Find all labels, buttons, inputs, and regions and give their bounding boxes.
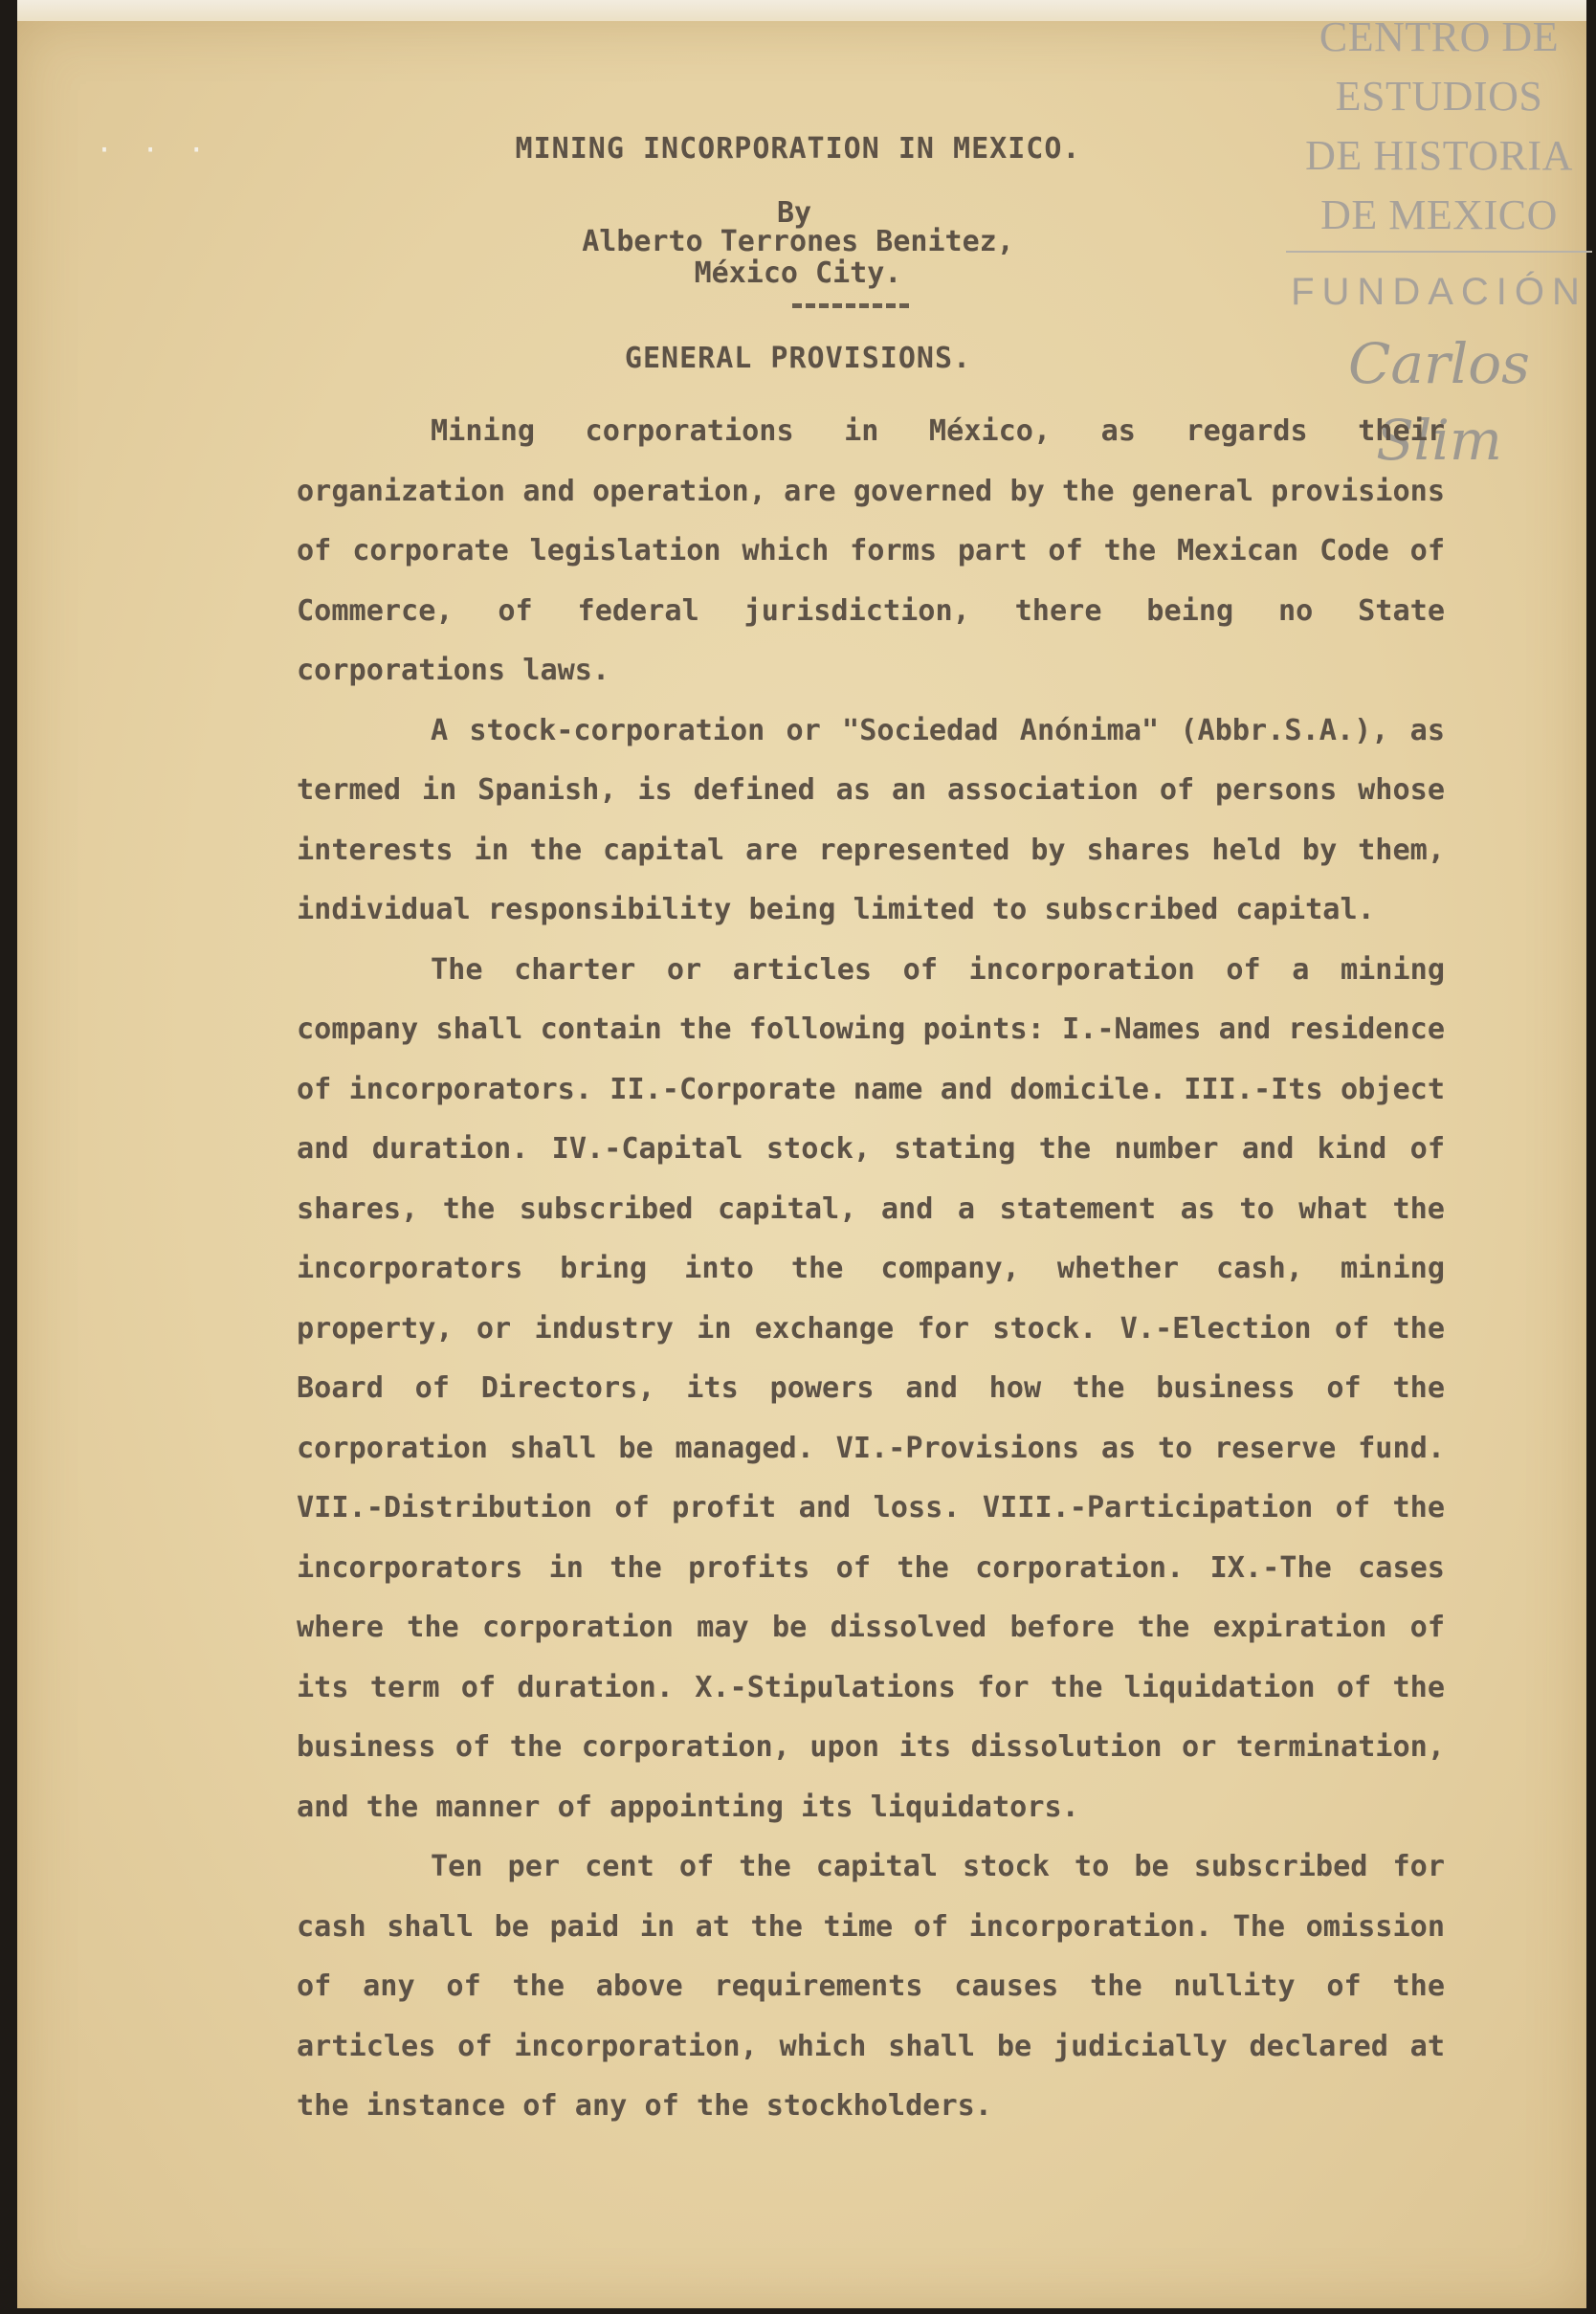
document-title: MINING INCORPORATION IN MEXICO. (515, 132, 1081, 166)
paragraph: The charter or articles of incorporation of a mining company shall contain the following points: I.-Names and residence of incorporators. II.-Corporate name and domicile. III.-Its object and duration. IV.-Capital stock, stating the number and kind of shares, the subscribed capital, and a statement as to what the incorporators bring into the company, whether cash, mining property, or industry in exchange for stock. V.-Election of the Board of Directors, its powers and how the business of the corporation shall be managed. VI.-Provisions as to reserve fund. VII.-Distribution of profit and loss. VIII.-Participation of the incorporators in the profits of the corporation. IX.-The cases where the corporation may be dissolved before the expiration of its term of duration. X.-Stipulations for the liquidation of the business of the corporation, upon its dissolution or termination, and the manner of appointing its liquidators. (297, 952, 1445, 1824)
title-divider (792, 303, 909, 308)
paragraph: Mining corporations in México, as regards their organization and operation, are governed by the general provisions of corporate legislation which forms part of the Mexican Code of Commerce, of federal jurisdiction, there being no State corporations laws. (297, 414, 1445, 687)
stamp-line: CENTRO DE (1319, 13, 1560, 60)
section-heading: GENERAL PROVISIONS. (624, 342, 972, 375)
stamp-line: ESTUDIOS (1335, 73, 1543, 120)
byline-city: México City. (694, 256, 902, 290)
paper-specks: · · · (96, 134, 211, 167)
stamp-foundation: FUNDACIÓN (1291, 271, 1587, 313)
paragraph: Ten per cent of the capital stock to be subscribed for cash shall be paid in at the time of incorporation. The omission of any of the above requirements causes the nullity of the articles of incorporation, which shall be judicially declared at the instance of any of the stockholders. (297, 1850, 1445, 2123)
paragraph: A stock-corporation or "Sociedad Anónima" (Abbr.S.A.), as termed in Spanish, is defined as an association of persons whose interests in the capital are represented by shares held by them, individual responsibility being limited to subscribed capital. (297, 713, 1445, 926)
stamp-signature: Carlos Slim (1348, 331, 1530, 473)
document-body (297, 402, 1445, 2137)
byline-author: Alberto Terrones Benitez, (582, 225, 1014, 258)
byline-by: By (776, 196, 812, 230)
stamp-line: DE HISTORIA (1305, 132, 1573, 179)
stamp-line: DE MEXICO (1320, 191, 1558, 238)
